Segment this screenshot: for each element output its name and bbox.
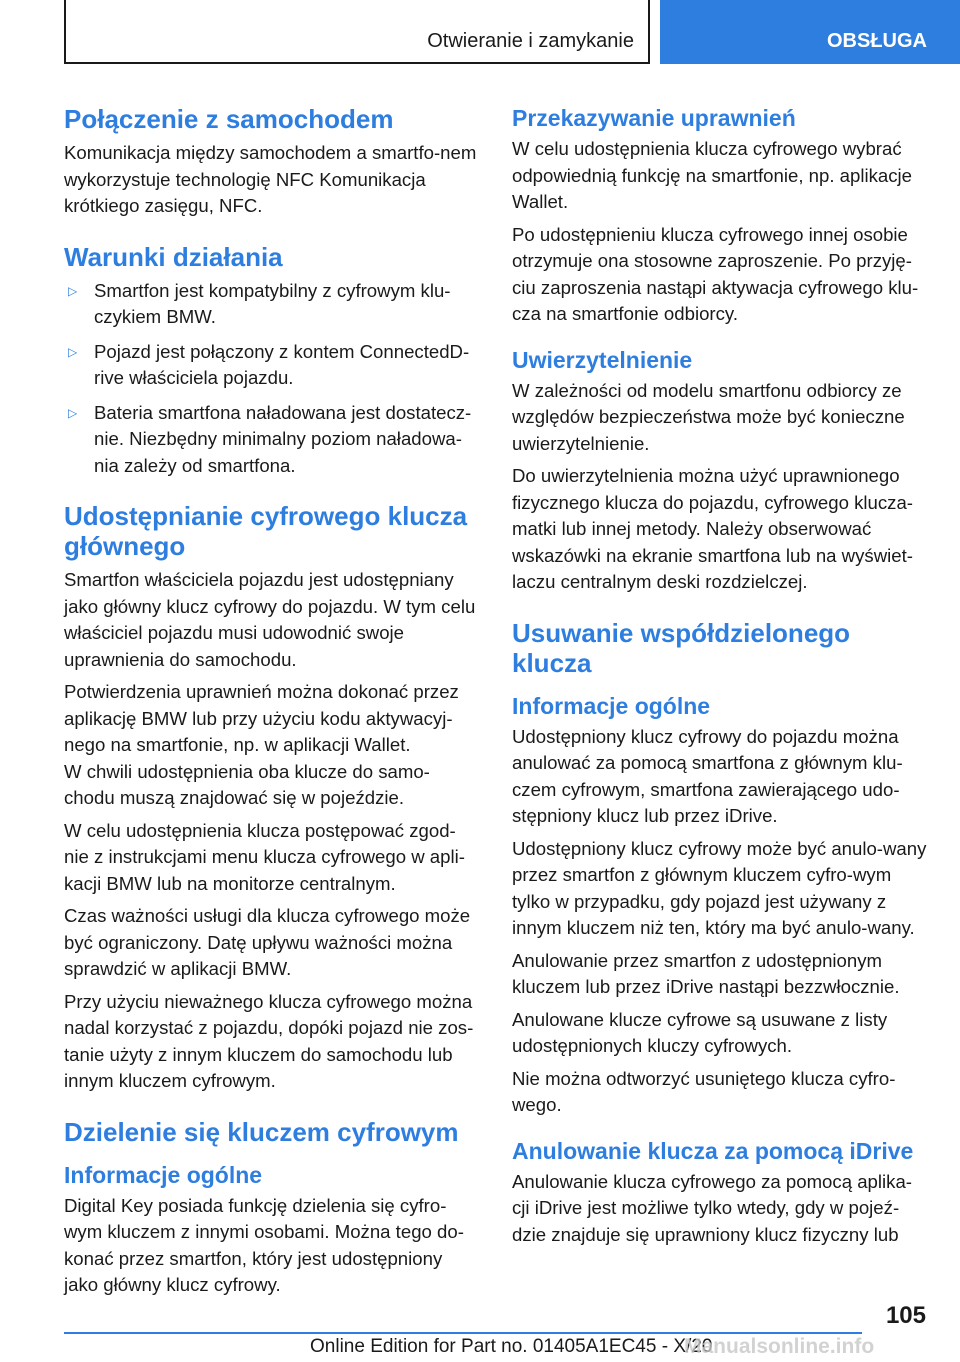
footer-divider xyxy=(64,1332,862,1334)
paragraph: Anulowanie klucza cyfrowego za pomocą aplika-cji iDrive jest możliwe tylko wtedy, gdy w pojeź-dzie znajduje się uprawniony klucz fizyczny lub xyxy=(512,1170,912,1245)
list-item-text: Bateria smartfona naładowana jest dostatecz-nie. Niezbędny minimalny poziom naładowa-nia zależy od smartfona. xyxy=(94,401,472,476)
triangle-right-icon: ▷ xyxy=(68,405,78,420)
conditions-list xyxy=(64,278,480,480)
heading-sharing-key: Dzielenie się kluczem cyfrowym xyxy=(64,1116,459,1147)
watermark-logo: Manualsonline.info xyxy=(684,1335,875,1358)
left-column xyxy=(64,100,480,1305)
paragraph: Czas ważności usługi dla klucza cyfrowego może być ograniczony. Datę upływu ważności można sprawdzić w aplikacji BMW. xyxy=(64,905,471,979)
edition-note: Online Edition for Part no. 01405A1EC45 - X/20 xyxy=(310,1336,713,1357)
right-column xyxy=(512,100,928,1254)
heading-connection: Połączenie z samochodem xyxy=(64,104,394,134)
page-number: 105 xyxy=(885,1302,926,1329)
heading-permissions: Przekazywanie uprawnień xyxy=(512,105,796,131)
list-item-text: Pojazd jest połączony z kontem ConnectedD-rive właściciela pojazdu. xyxy=(94,340,470,388)
section-tab xyxy=(660,0,960,64)
heading-remove-shared-key: Usuwanie współdzielonego klucza xyxy=(512,617,851,678)
paragraph: Udostępniony klucz cyfrowy do pojazdu można anulować za pomocą smartfona z głównym klu-czem cyfrowym, smartfona zawierającego udo-stępniony klucz lub przez iDrive. xyxy=(512,725,903,826)
list-item xyxy=(64,339,480,392)
heading-general-info: Informacje ogólne xyxy=(512,692,711,719)
paragraph: Do uwierzytelnienia można użyć uprawnionego fizycznego klucza do pojazdu, cyfrowego klucza-matki lub innej metody. Należy obserwować wskazówki na ekranie smartfona lub na wyświet-laczu centralnym deski rozdzielczej. xyxy=(512,465,914,592)
paragraph: Nie można odtworzyć usuniętego klucza cyfro-wego. xyxy=(512,1067,896,1115)
section-tab-label: OBSŁUGA xyxy=(827,30,927,52)
paragraph: W zależności od modelu smartfonu odbiorcy ze względów bezpieczeństwa może być konieczne uwierzytelnienie. xyxy=(512,379,905,454)
heading-authentication: Uwierzytelnienie xyxy=(512,346,693,373)
heading-cancel-idrive: Anulowanie klucza za pomocą iDrive xyxy=(512,1137,914,1164)
paragraph: Smartfon właściciela pojazdu jest udostępniany jako główny klucz cyfrowy do pojazdu. W tym celu właściciel pojazdu musi udowodnić swoje uprawnienia do samochodu. xyxy=(64,569,476,670)
paragraph: W chwili udostępnienia oba klucze do samo-chodu muszą znajdować się w pojeździe. xyxy=(64,760,430,808)
paragraph: Potwierdzenia uprawnień można dokonać przez aplikację BMW lub przy użyciu kodu aktywacyj-nego na smartfonie, np. w aplikacji Wallet. xyxy=(64,681,459,755)
list-item-text: Smartfon jest kompatybilny z cyfrowym klu-czykiem BMW. xyxy=(94,279,451,327)
header-chapter-frame xyxy=(64,0,650,64)
paragraph: Anulowanie przez smartfon z udostępnionym kluczem lub przez iDrive nastąpi bezzwłocznie. xyxy=(512,949,900,997)
heading-general-info: Informacje ogólne xyxy=(64,1161,263,1188)
heading-sharing-main-key: Udostępnianie cyfrowego klucza głównego xyxy=(64,501,468,561)
list-item xyxy=(64,278,480,331)
triangle-right-icon: ▷ xyxy=(68,344,78,359)
paragraph: Anulowane klucze cyfrowe są usuwane z listy udostępnionych kluczy cyfrowych. xyxy=(512,1008,888,1056)
paragraph: W celu udostępnienia klucza postępować zgod-nie z instrukcjami menu klucza cyfrowego w apli-kacji BMW lub na monitorze centralnym. xyxy=(64,819,465,894)
triangle-right-icon: ▷ xyxy=(68,283,78,298)
paragraph-connection: Komunikacja między samochodem a smartfo-nem wykorzystuje technologię NFC Komunikacja krótkiego zasięgu, NFC. xyxy=(64,142,477,216)
paragraph: Digital Key posiada funkcję dzielenia się cyfro-wym kluczem z innymi osobami. Można tego do-konać przez smartfon, który jest udostępniony jako główny klucz cyfrowy. xyxy=(64,1194,464,1295)
paragraph: Po udostępnieniu klucza cyfrowego innej osobie otrzymuje ona stosowne zaproszenie. Po przyję-ciu zaproszenia nastąpi aktywacja cyfrowego klu-cza na smartfonie odbiorcy. xyxy=(512,223,919,324)
paragraph: Przy użyciu nieważnego klucza cyfrowego można nadal korzystać z pojazdu, dopóki pojazd nie zos-tanie użyty z innym kluczem do samochodu lub innym kluczem cyfrowym. xyxy=(64,990,474,1091)
chapter-title: Otwieranie i zamykanie xyxy=(427,30,634,52)
paragraph: W celu udostępnienia klucza cyfrowego wybrać odpowiednią funkcję na smartfonie, np. aplikacje Wallet. xyxy=(512,138,913,212)
heading-conditions: Warunki działania xyxy=(64,241,283,272)
list-item xyxy=(64,400,480,480)
paragraph: Udostępniony klucz cyfrowy może być anulo-wany przez smartfon z głównym kluczem cyfro-wym tylko w przypadku, gdy pojazd jest używany z innym kluczem niż ten, który ma być anulo-wany. xyxy=(512,837,927,938)
